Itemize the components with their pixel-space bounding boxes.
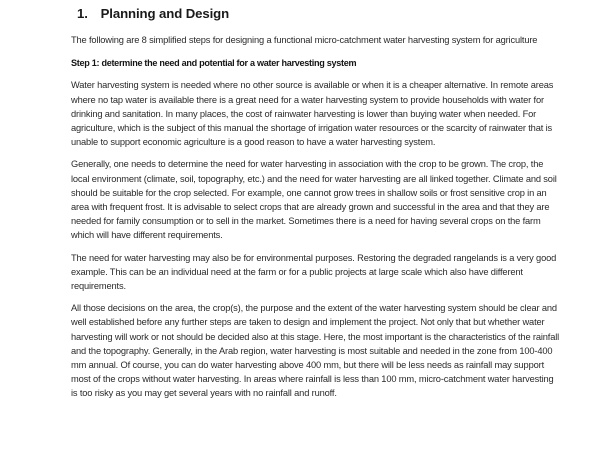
paragraph-environment: The need for water harvesting may also be for environmental purposes. Restoring the degraded rangelands is a very good example. This can be an individual need at the farm or for a public projects at large scale which also have different requirements.: [71, 252, 557, 292]
intro-paragraph: The following are 8 simplified steps for designing a functional micro-catchment water harvesting system for agriculture: [71, 35, 538, 45]
section-number: 1.: [77, 6, 88, 21]
section-heading: [77, 4, 561, 24]
step-1-heading: Step 1: determine the need and potential for a water harvesting system: [71, 58, 357, 69]
section-title: Planning and Design: [100, 6, 230, 21]
paragraph-crop: Generally, one needs to determine the need for water harvesting in association with the crop to be grown. The crop, the local environment (climate, soil, topography, etc.) and the need for water harvesting are all linked together. Climate and soil should be suitable for the crop selected. For example, one cannot grow trees in shallow soils or frost sensitive crop in an area with frequent frost. It is advisable to select crops that are already grown and successful in the area and that they are needed for family consumption or to sell in the market. Sometimes there is a need for having several crops on the farm which will have different requirements.: [71, 159, 557, 241]
paragraph-decisions: All those decisions on the area, the crop(s), the purpose and the extent of the water harvesting system should be clear and well established before any further steps are taken to design and implement the project. Not only that but whether water harvesting will work or not should be decided also at this stage. Here, the most important is the characteristics of the rainfall and the topography. Generally, in the Arab region, water harvesting is most suitable and needed in the zone from 100-400 mm annual. Of course, you can do water harvesting above 400 mm, but there will be less needs as rainfall may support most of the crops without water harvesting. In areas where rainfall is less than 100 mm, micro-catchment water harvesting is too risky as you may get several years with no rainfall and runoff.: [71, 303, 560, 399]
document-page: [71, 0, 561, 401]
paragraph-need: Water harvesting system is needed where no other source is available or when it is a cheaper alternative. In remote areas where no tap water is available there is a great need for a water harvesting system to provide households with water for drinking and sanitation. In many places, the cost of rainwater harvesting is lower than buying water when needed. For agriculture, which is the subject of this manual the shortage of irrigation water resources or the scarcity of rainwater that is unable to support economic agriculture is a good reason to have a water harvesting system.: [71, 80, 554, 148]
